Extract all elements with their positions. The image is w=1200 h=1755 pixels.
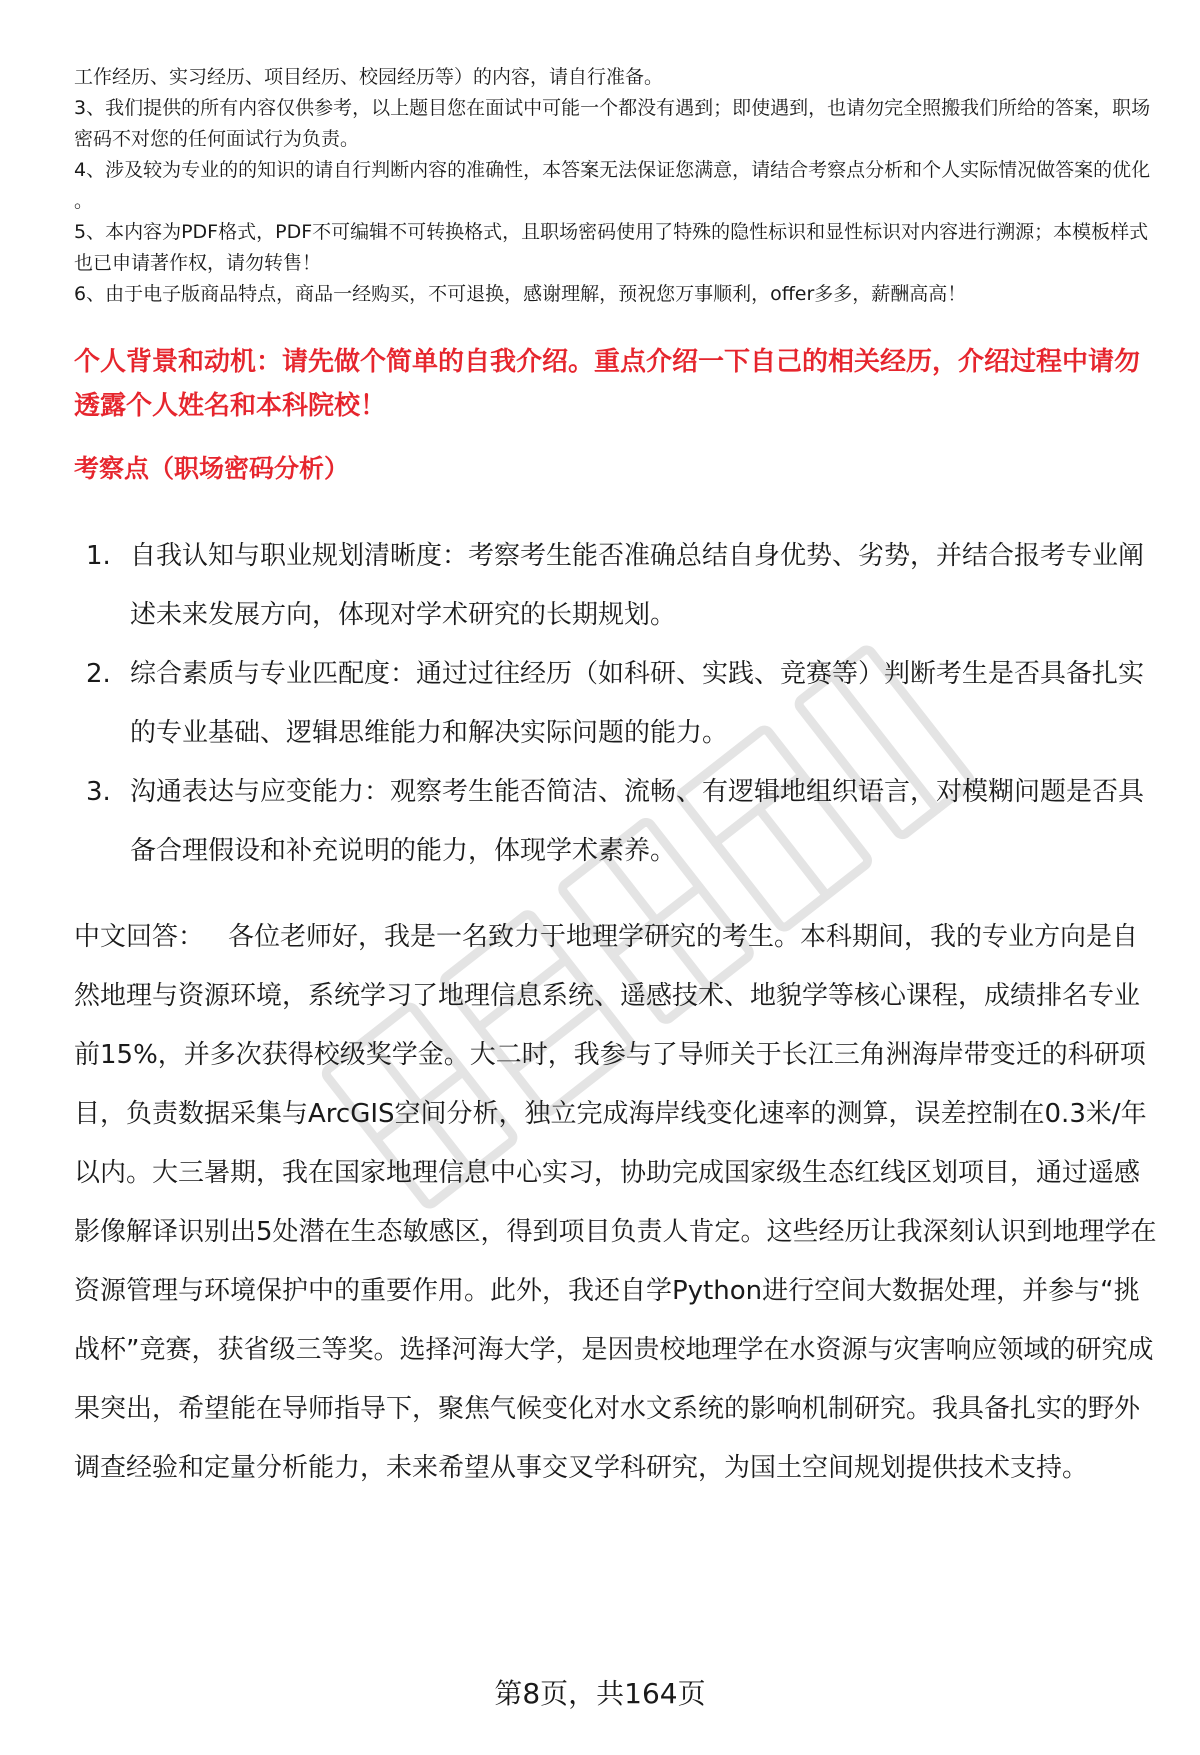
point-item <box>74 763 1154 881</box>
notes-list <box>74 62 1154 310</box>
note-line: 4、涉及较为专业的的知识的请自行判断内容的准确性，本答案无法保证您满意，请结合考察点分析和个人实际情况做答案的优化 。 <box>74 159 1151 212</box>
point-number: 1. <box>86 541 111 571</box>
point-text: 自我认知与职业规划清晰度：考察考生能否准确总结自身优势、劣势，并结合报考专业阐述未来发展方向，体现对学术研究的长期规划。 <box>130 541 1145 630</box>
page-number: 第8页，共164页 <box>494 1677 706 1710</box>
point-item <box>74 645 1154 763</box>
interview-question: 个人背景和动机：请先做个简单的自我介绍。重点介绍一下自己的相关经历，介绍过程中请勿透露个人姓名和本科院校！ <box>74 347 1141 421</box>
answer-text: 各位老师好，我是一名致力于地理学研究的考生。本科期间，我的专业方向是自然地理与资源环境，系统学习了地理信息系统、遥感技术、地貌学等核心课程，成绩排名专业前15%，并多次获得校级奖学金。大二时，我参与了导师关于长江三角洲海岸带变迁的科研项目，负责数据采集与ArcGIS空间分析，独立完成海岸线变化速率的测算，误差控制在0.3米/年以内。大三暑期，我在国家地理信息中心实习，协助完成国家级生态红线区划项目，通过遥感影像解译识别出5处潜在生态敏感区，得到项目负责人肯定。这些经历让我深刻认识到地理学在资源管理与环境保护中的重要作用。此外，我还自学Python进行空间大数据处理，并参与“挑战杯”竞赛，获省级三等奖。选择河海大学，是因贵校地理学在水资源与灾害响应领域的研究成果突出，希望能在导师指导下，聚焦气候变化对水文系统的影响机制研究。我具备扎实的野外调查经验和定量分析能力，未来希望从事交叉学科研究，为国土空间规划提供技术支持。 <box>74 922 1157 1483</box>
answer-paragraph <box>74 908 1160 1498</box>
note-line: 5、本内容为PDF格式，PDF不可编辑不可转换格式，且职场密码使用了特殊的隐性标识和显性标识对内容进行溯源；本模板样式也已申请著作权，请勿转售！ <box>74 221 1149 274</box>
point-text: 综合素质与专业匹配度：通过过往经历（如科研、实践、竞赛等）判断考生是否具备扎实的专业基础、逻辑思维能力和解决实际问题的能力。 <box>130 659 1145 748</box>
assessment-points <box>74 527 1154 881</box>
answer-label: 中文回答： <box>74 922 205 952</box>
point-text: 沟通表达与应变能力：观察考生能否简洁、流畅、有逻辑地组织语言，对模糊问题是否具备合理假设和补充说明的能力，体现学术素养。 <box>130 777 1145 866</box>
point-number: 2. <box>86 659 111 689</box>
points-heading: 考察点（职场密码分析） <box>74 454 350 483</box>
point-item <box>74 527 1154 645</box>
note-line: 3、我们提供的所有内容仅供参考，以上题目您在面试中可能一个都没有遇到；即使遇到，也请勿完全照搬我们所给的答案，职场密码不对您的任何面试行为负责。 <box>74 97 1151 150</box>
note-line: 工作经历、实习经历、项目经历、校园经历等）的内容，请自行准备。 <box>74 66 664 88</box>
point-number: 3. <box>86 777 111 807</box>
note-line: 6、由于电子版商品特点，商品一经购买，不可退换，感谢理解，预祝您万事顺利，offer多多，薪酬高高！ <box>74 283 967 305</box>
